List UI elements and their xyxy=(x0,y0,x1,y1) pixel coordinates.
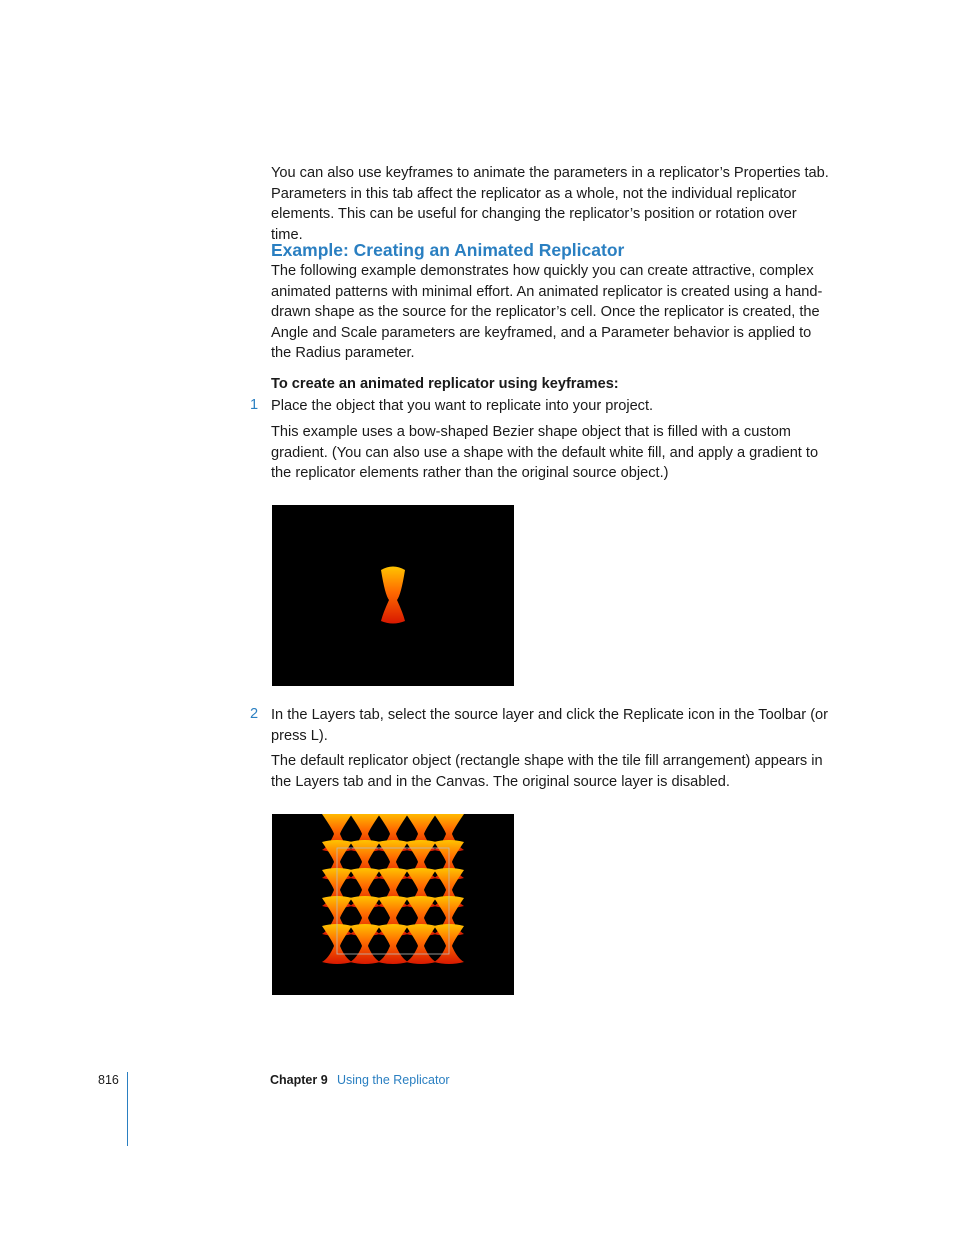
figure-source-shape xyxy=(272,505,514,686)
step-2-note: The default replicator object (rectangle shape with the tile fill arrangement) appears in the Layers tab and in the Canvas. The original source layer is disabled. xyxy=(271,753,823,790)
replicator-canvas xyxy=(272,814,514,995)
intro-paragraph: You can also use keyframes to animate the parameters in a replicator’s Properties tab. Parameters in this tab affect the replicator as a whole, not the individual replicator elements. This can be useful for changing the replicator’s position or rotation over time. xyxy=(271,165,829,243)
bow-shape xyxy=(381,567,405,624)
figure-replicator-grid xyxy=(272,814,514,995)
footer-chapter: Chapter 9 xyxy=(270,1073,328,1087)
replicator-element xyxy=(350,924,380,964)
page-number: 816 xyxy=(98,1073,119,1087)
replicator-element xyxy=(406,924,436,964)
step-1-note: This example uses a bow-shaped Bezier shape object that is filled with a custom gradient. (You can also use a shape with the default white fill, and apply a gradient to the replicator elements rather than the original source object.) xyxy=(271,424,819,481)
bow-shape-canvas xyxy=(272,505,514,686)
procedure-lead: To create an animated replicator using keyframes: xyxy=(271,376,619,392)
section-heading: Example: Creating an Animated Replicator xyxy=(271,240,625,260)
footer-chapter-title: Using the Replicator xyxy=(337,1073,450,1087)
footer-divider xyxy=(127,1072,128,1146)
step-1-number: 1 xyxy=(250,397,259,413)
step-2-text: In the Layers tab, select the source layer and click the Replicate icon in the Toolbar (or press L). xyxy=(271,707,829,744)
step-1-text: Place the object that you want to replicate into your project. xyxy=(271,398,654,414)
step-2-number: 2 xyxy=(250,706,259,722)
replicator-element xyxy=(378,924,408,964)
section-paragraph: The following example demonstrates how quickly you can create attractive, complex animated patterns with minimal effort. An animated replicator is created using a hand-drawn shape as the source for the replicator’s cell. Once the replicator is created, the Angle and Scale parameters are keyframed, and a Parameter behavior is applied to the Radius parameter. xyxy=(271,263,823,361)
